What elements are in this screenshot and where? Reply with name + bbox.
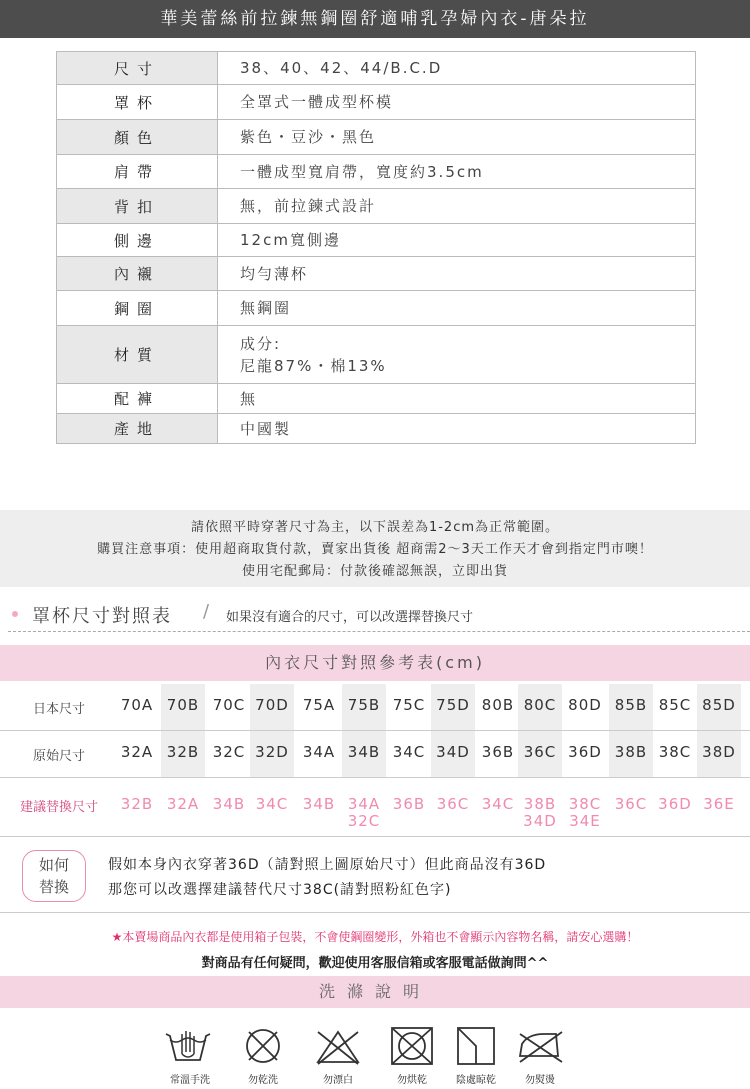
spec-label: 顏色 — [57, 120, 218, 155]
spec-value-line: 全罩式一體成型杯模 — [240, 93, 394, 111]
spec-value-line: 12cm寬側邊 — [240, 231, 341, 249]
size-cell: 32B — [166, 743, 200, 761]
size-cell-line: 34D — [523, 812, 557, 830]
size-cell: 85C — [658, 696, 692, 714]
spec-value — [218, 414, 696, 444]
spec-label: 配褲 — [57, 384, 218, 414]
spec-row — [57, 120, 696, 155]
size-cell: 36C — [523, 743, 557, 761]
no-dry-clean-icon — [237, 1024, 289, 1068]
size-cell: 70C — [212, 696, 246, 714]
bullet-dot — [12, 611, 18, 617]
spec-label: 產地 — [57, 414, 218, 444]
spec-table — [56, 51, 696, 444]
size-section-title: 罩杯尺寸對照表 — [32, 606, 172, 627]
shade-dry-icon — [450, 1024, 502, 1068]
spec-value-line: 中國製 — [240, 419, 292, 438]
size-cell-line: 32C — [347, 812, 381, 830]
size-cell: 85B — [614, 696, 648, 714]
size-cell: 70A — [120, 696, 154, 714]
badge-line-2: 替換 — [38, 878, 69, 896]
spec-row — [57, 189, 696, 224]
spec-value — [218, 224, 696, 257]
spec-label: 鋼圈 — [57, 291, 218, 326]
size-cell: 36B — [481, 743, 515, 761]
size-cell: 34C — [392, 743, 426, 761]
spec-label: 罩杯 — [57, 85, 218, 120]
size-cell: 34B — [212, 795, 246, 813]
spec-value-line: 無 — [240, 389, 258, 408]
spec-value — [218, 52, 696, 85]
size-cell: 32D — [255, 743, 289, 761]
size-cell-line: 38B — [523, 795, 557, 813]
size-label-original: 原始尺寸 — [32, 749, 85, 764]
spec-value — [218, 189, 696, 224]
no-tumble-dry-icon — [386, 1024, 438, 1068]
size-row-original — [0, 731, 750, 778]
spec-value — [218, 155, 696, 189]
spec-label: 側邊 — [57, 224, 218, 257]
size-cell: 70B — [166, 696, 200, 714]
size-section-header — [8, 601, 750, 632]
spec-label: 材質 — [57, 326, 218, 384]
spec-value — [218, 85, 696, 120]
size-cell: 36B — [392, 795, 426, 813]
size-cell: 85D — [702, 696, 736, 714]
wash-label: 陰處晾乾 — [456, 1075, 496, 1086]
spec-value — [218, 291, 696, 326]
size-cell: 80C — [523, 696, 557, 714]
spec-value-line: 紫色・豆沙・黑色 — [240, 128, 377, 146]
customer-service-note: 對商品有任何疑問，歡迎使用客服信箱或客服電話做詢問^^ — [201, 956, 549, 971]
size-cell: 38C — [658, 743, 692, 761]
spec-row — [57, 155, 696, 189]
size-cell — [518, 796, 562, 830]
spec-label: 肩帶 — [57, 155, 218, 189]
size-cell: 80D — [568, 696, 602, 714]
spec-value-line: 無，前拉鍊式設計 — [240, 197, 377, 215]
size-cell: 32B — [120, 795, 154, 813]
spec-value — [218, 326, 696, 384]
size-cell: 75A — [302, 696, 336, 714]
size-label-japan: 日本尺寸 — [32, 702, 85, 717]
size-cell: 38D — [702, 743, 736, 761]
size-cell: 34A — [302, 743, 336, 761]
size-cell — [563, 796, 607, 830]
spec-row — [57, 384, 696, 414]
example-line-2: 那您可以改選擇建議替代尺寸38C(請對照粉紅色字) — [108, 882, 452, 898]
size-cell: 34B — [302, 795, 336, 813]
size-cell: 34B — [347, 743, 381, 761]
size-cell: 70D — [255, 696, 289, 714]
how-to-replace-badge — [22, 850, 86, 902]
spec-row — [57, 291, 696, 326]
example-line-1: 假如本身內衣穿著36D（請對照上圖原始尺寸）但此商品沒有36D — [108, 857, 547, 873]
size-cell: 34D — [436, 743, 470, 761]
notice-line-2: 購買注意事項：使用超商取貨付款，賣家出貨後 超商需2～3天工作天才會到指定門市噢！ — [97, 542, 653, 557]
spec-value — [218, 120, 696, 155]
purchase-notice — [0, 510, 750, 587]
spec-row — [57, 326, 696, 384]
spec-row — [57, 414, 696, 444]
size-cell: 32A — [166, 795, 200, 813]
wash-label: 勿乾洗 — [248, 1075, 278, 1086]
no-bleach-icon — [312, 1024, 364, 1068]
size-cell: 38B — [614, 743, 648, 761]
wash-label: 常溫手洗 — [170, 1075, 210, 1086]
size-row-japan — [0, 684, 750, 731]
spec-value — [218, 384, 696, 414]
size-section-subtitle: 如果沒有適合的尺寸，可以改選擇替換尺寸 — [226, 610, 474, 625]
hand-wash-icon — [162, 1024, 214, 1068]
wash-instructions-title: 洗滌說明 — [0, 976, 750, 1008]
spec-value-line: 成分: — [240, 334, 282, 353]
spec-row — [57, 85, 696, 120]
wash-label: 勿熨燙 — [525, 1075, 555, 1086]
spec-value-line: 一體成型寬肩帶，寬度約3.5cm — [240, 162, 484, 181]
size-cell: 36D — [568, 743, 602, 761]
size-cell: 34C — [255, 795, 289, 813]
spec-row — [57, 257, 696, 291]
size-cell-line: 38C — [568, 795, 602, 813]
spec-row — [57, 52, 696, 85]
size-cell-line: 34E — [569, 812, 601, 830]
size-cell: 36E — [703, 795, 735, 813]
spec-label: 尺寸 — [57, 52, 218, 85]
spec-value-line: 無鋼圈 — [240, 299, 292, 317]
size-cell: 36D — [658, 795, 692, 813]
size-cell: 36C — [614, 795, 648, 813]
no-iron-icon — [514, 1024, 566, 1068]
notice-line-3: 使用宅配郵局：付款後確認無誤，立即出貨 — [241, 564, 508, 579]
wash-label: 勿漂白 — [323, 1075, 353, 1086]
divider — [0, 912, 750, 913]
badge-line-1: 如何 — [38, 856, 69, 874]
size-cell-line: 34A — [347, 795, 381, 813]
spec-value-line: 尼龍87%・棉13% — [240, 356, 387, 375]
size-cell: 32C — [212, 743, 246, 761]
spec-row — [57, 224, 696, 257]
spec-label: 背扣 — [57, 189, 218, 224]
spec-value — [218, 257, 696, 291]
packaging-warning: ★本賣場商品內衣都是使用箱子包裝，不會使鋼圈變形，外箱也不會顯示內容物名稱，請安心選購！ — [111, 930, 639, 944]
size-cell: 75B — [347, 696, 381, 714]
size-reference-title: 內衣尺寸對照參考表(cm) — [0, 645, 750, 681]
spec-value-line: 38、40、42、44/B.C.D — [240, 59, 443, 77]
notice-line-1: 請依照平時穿著尺寸為主，以下誤差為1-2cm為正常範圍。 — [190, 520, 560, 535]
size-cell: 36C — [436, 795, 470, 813]
spec-label: 內襯 — [57, 257, 218, 291]
size-cell: 75D — [436, 696, 470, 714]
section-separator: / — [203, 601, 210, 622]
page-title: 華美蕾絲前拉鍊無鋼圈舒適哺乳孕婦內衣-唐朵拉 — [0, 0, 750, 38]
wash-label: 勿烘乾 — [397, 1075, 427, 1086]
size-cell: 75C — [392, 696, 426, 714]
size-cell: 80B — [481, 696, 515, 714]
spec-value-line: 均勻薄杯 — [240, 264, 309, 283]
size-cell: 34C — [481, 795, 515, 813]
size-row-suggested — [0, 780, 750, 837]
size-cell — [342, 796, 386, 830]
size-label-suggested: 建議替換尺寸 — [19, 800, 98, 815]
replace-example-text — [108, 853, 546, 903]
size-cell: 32A — [120, 743, 154, 761]
